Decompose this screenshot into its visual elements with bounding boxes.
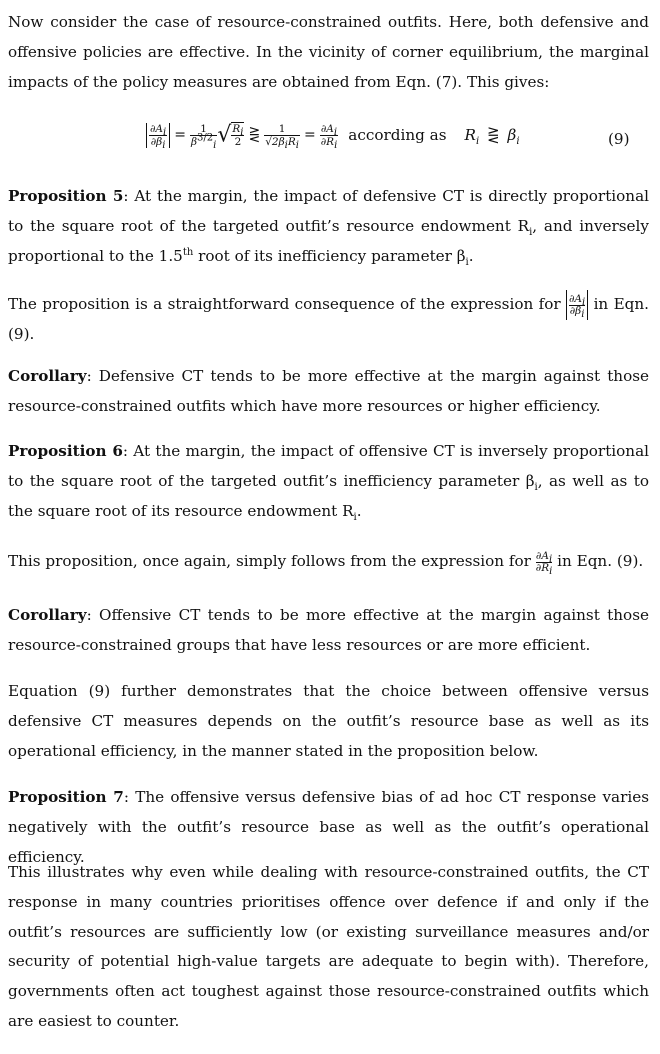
equation-9 [0,118,660,162]
sqrt-term: √ $\frac{R_i}{2}$ [217,122,244,148]
abs-partial-beta: $\frac{\partial A_i}{\partial\beta_i}$ [146,123,170,148]
intro-paragraph: Now consider the case of resource-constrained outfits. Here, both defensive and offensive policies are effective. In the vicinity of corner equilibrium, the marginal impacts of the policy measures are obtained from Eqn. (7). This gives: [8,13,649,91]
equation-body: $\frac{\partial A_i}{\partial\beta_i}$ = $\frac{1}{\beta^{3/2}_i}$ √ $\frac{R_i}{2}$ ⋛ $\frac{1}{√2\beta_iR_i}$ = $\frac{\partial A_i}{\partial R_i}$ according as $R_i$ ⋛ $\beta_i$ [146,122,520,148]
proposition-7: Proposition 7: The offensive versus defensive bias of ad hoc CT response varies negatively with the outfit’s resource base as well as the outfit’s operational efficiency. [8,788,649,866]
proposition-6-explanation: This proposition, once again, simply follows from the expression for $\frac{\partial A_i}{\partial R_i}$ in Eqn. (9). [8,549,644,577]
fraction-partial-R: $\frac{\partial A_i}{\partial R_i}$ [320,122,338,151]
proposition-6: Proposition 6: At the margin, the impact of offensive CT is inversely proportional to the square root of the targeted outfit’s inefficiency parameter $\beta_i$, as well as to the square root of its resource endowment $R_i$. [8,442,649,523]
equation-number: (9) [608,130,630,148]
corollary-2: Corollary: Offensive CT tends to be more effective at the margin against those resource-constrained groups that have less resources or are more efficient. [8,606,649,654]
equation-9-discussion: Equation (9) further demonstrates that the choice between offensive versus defensive CT measures depends on the outfit’s resource base as well as its operational efficiency, in the manner stated in the proposition below. [8,682,649,760]
proposition-5: Proposition 5: At the margin, the impact of defensive CT is directly proportional to the square root of the targeted outfit’s resource endowment $R_i$, and inversely proportional to the 1.5th root of its inefficiency parameter $\beta_i$. [8,187,649,268]
fraction-partial-R-inline: $\frac{\partial A_i}{\partial R_i}$ [535,549,553,577]
closing-paragraph: This illustrates why even while dealing with resource-constrained outfits, the CT response in many countries prioritises offence over defence if and only if the outfit’s resources are sufficiently low (or existing surveillance measures and/or security of potential high-value targets are adequate to begin with). Therefore, governments often act toughest against those resource-constrained outfits which are easiest to counter. [8,863,649,1030]
corollary-1: Corollary: Defensive CT tends to be more effective at the margin against those resource-constrained outfits which have more resources or higher efficiency. [8,367,649,415]
proposition-5-explanation: The proposition is a straightforward consequence of the expression for $\frac{\partial A_i}{\partial\beta_i}$ in Eqn. (9). [8,290,649,350]
abs-partial-beta-inline: $\frac{\partial A_i}{\partial\beta_i}$ [566,290,588,320]
fraction-one-over-beta: $\frac{1}{\beta^{3/2}_i}$ [190,122,217,151]
fraction-one-over-sqrt: $\frac{1}{√2\beta_iR_i}$ [265,122,299,151]
